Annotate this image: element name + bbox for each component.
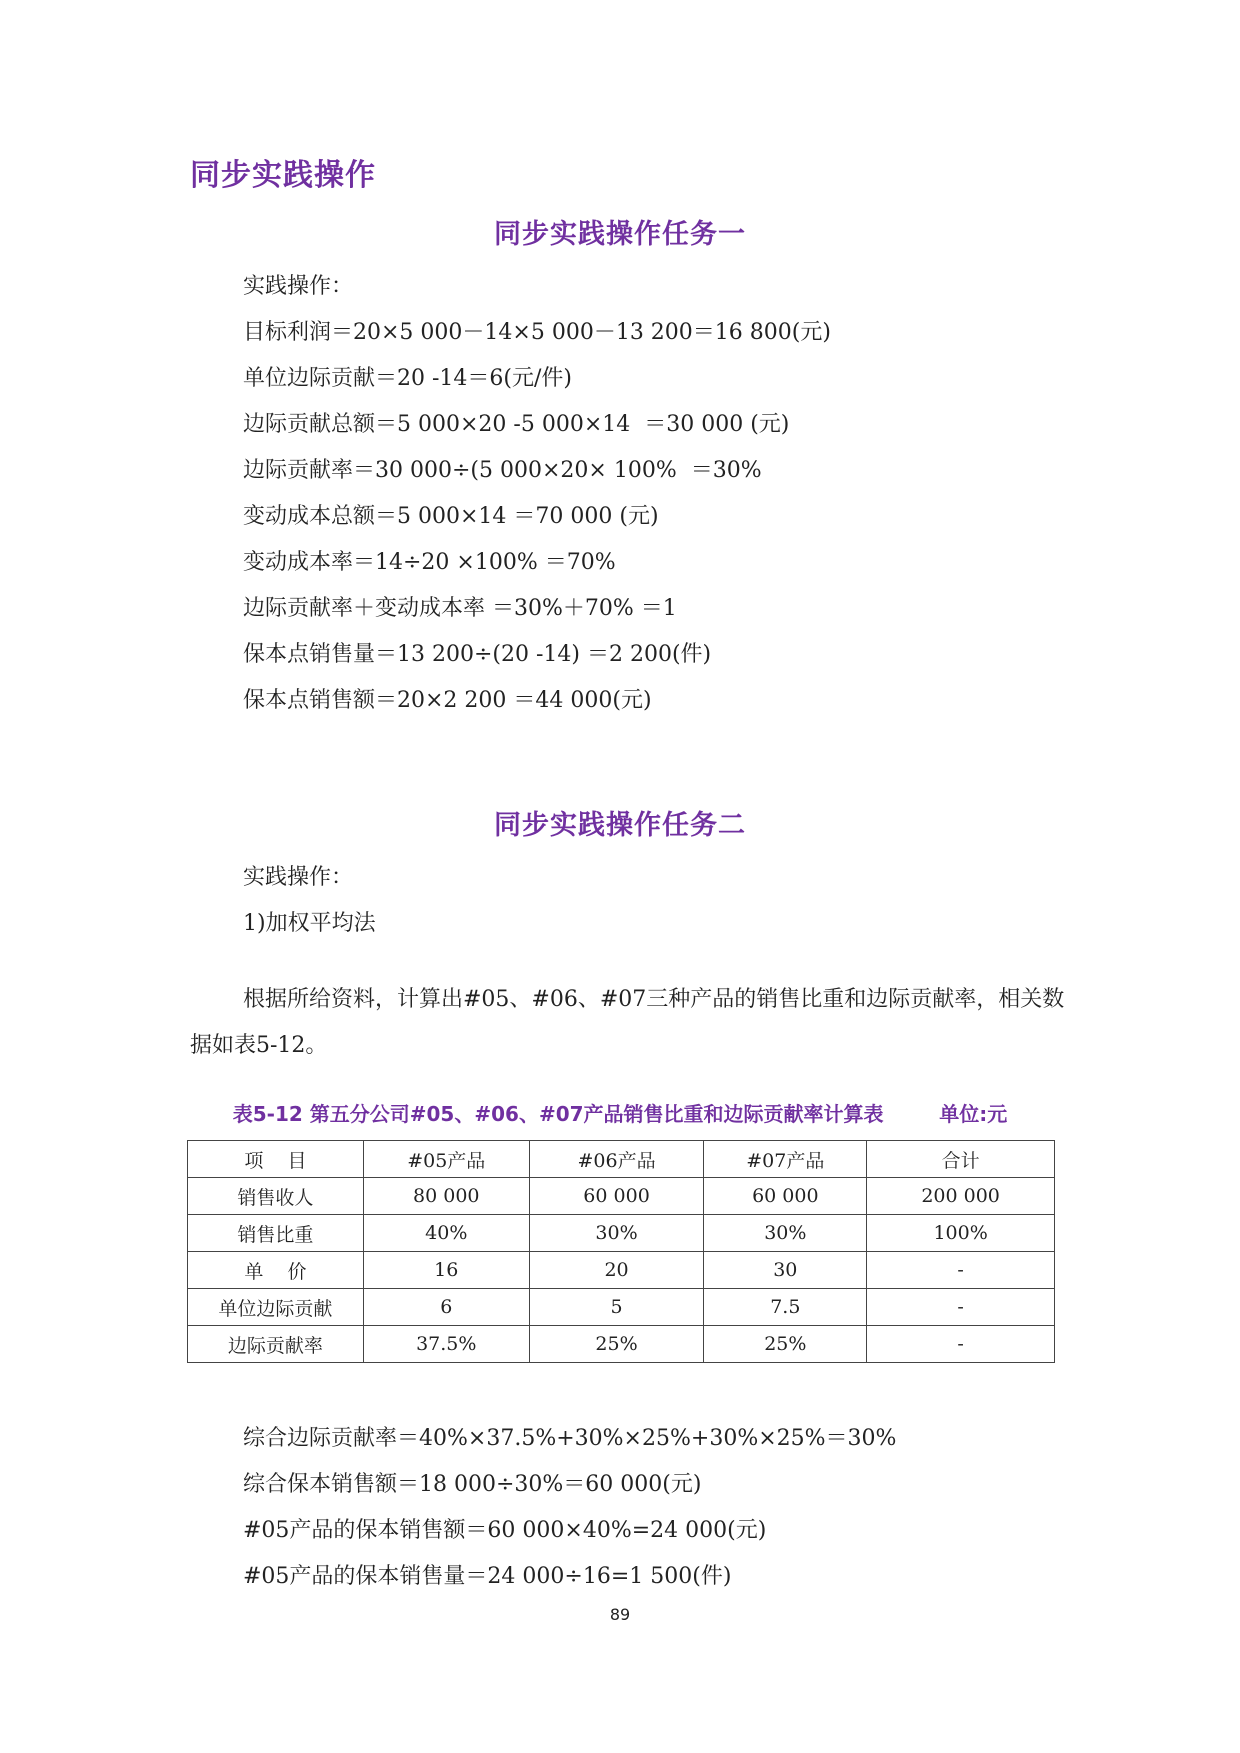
task1-line: 边际贡献率＝30 000÷(5 000×20× 100% ＝30% bbox=[243, 458, 762, 483]
table-cell: 37.5% bbox=[363, 1326, 529, 1363]
table-cell: 6 bbox=[363, 1289, 529, 1326]
summary-line: 综合边际贡献率＝40%×37.5%+30%×25%+30%×25%＝30% bbox=[243, 1426, 897, 1451]
table-header-cell: #07产品 bbox=[704, 1141, 867, 1178]
table-header-cell: #06产品 bbox=[529, 1141, 704, 1178]
task1-line: 边际贡献率＋变动成本率 ＝30%＋70% ＝1 bbox=[243, 596, 677, 621]
task2-paragraph: 根据所给资料，计算出#05、#06、#07三种产品的销售比重和边际贡献率，相关数据如表5-12。 bbox=[190, 987, 1065, 1058]
table-header-cell: 项 目 bbox=[188, 1141, 364, 1178]
table-row bbox=[188, 1252, 1055, 1289]
table-cell: 7.5 bbox=[704, 1289, 867, 1326]
table-cell: 20 bbox=[529, 1252, 704, 1289]
task1-line: 单位边际贡献＝20 -14＝6(元/件) bbox=[243, 366, 572, 391]
task2-intro bbox=[243, 855, 376, 947]
task1-line: 变动成本总额＝5 000×14 ＝70 000 (元) bbox=[243, 504, 659, 529]
table-caption-text: 表5-12 第五分公司#05、#06、#07产品销售比重和边际贡献率计算表 bbox=[232, 1102, 884, 1126]
table-cell: 30 bbox=[704, 1252, 867, 1289]
table-cell: 单位边际贡献 bbox=[188, 1289, 364, 1326]
summary-line: #05产品的保本销售额＝60 000×40%=24 000(元) bbox=[243, 1518, 767, 1543]
calculation-table bbox=[187, 1140, 1055, 1363]
table-cell: 销售收人 bbox=[188, 1178, 364, 1215]
table-cell: 25% bbox=[704, 1326, 867, 1363]
summary-calculations bbox=[243, 1416, 896, 1600]
table-cell: 80 000 bbox=[363, 1178, 529, 1215]
table-header-cell: #05产品 bbox=[363, 1141, 529, 1178]
table-row bbox=[188, 1215, 1055, 1252]
task1-line: 变动成本率＝14÷20 ×100% ＝70% bbox=[243, 550, 616, 575]
task2-line: 1)加权平均法 bbox=[243, 911, 376, 936]
table-header-cell: 合计 bbox=[867, 1141, 1055, 1178]
table-cell: 30% bbox=[529, 1215, 704, 1252]
table-row bbox=[188, 1178, 1055, 1215]
table-cell: 60 000 bbox=[529, 1178, 704, 1215]
table-cell: - bbox=[867, 1289, 1055, 1326]
section-heading: 同步实践操作 bbox=[190, 158, 376, 193]
table-cell: 5 bbox=[529, 1289, 704, 1326]
task1-line: 保本点销售量＝13 200÷(20 -14) ＝2 200(件) bbox=[243, 642, 712, 667]
table-unit: 单位:元 bbox=[939, 1102, 1008, 1126]
page-number: 89 bbox=[609, 1605, 631, 1624]
task1-title: 同步实践操作任务一 bbox=[494, 219, 746, 250]
table-cell: 60 000 bbox=[704, 1178, 867, 1215]
table-cell: 30% bbox=[704, 1215, 867, 1252]
table-cell: 200 000 bbox=[867, 1178, 1055, 1215]
table-header-row bbox=[188, 1141, 1055, 1178]
task2-title: 同步实践操作任务二 bbox=[494, 810, 746, 841]
table-cell: 边际贡献率 bbox=[188, 1326, 364, 1363]
table-cell: 销售比重 bbox=[188, 1215, 364, 1252]
table-cell: 单 价 bbox=[188, 1252, 364, 1289]
summary-line: #05产品的保本销售量＝24 000÷16=1 500(件) bbox=[243, 1564, 732, 1589]
task2-line: 实践操作： bbox=[243, 865, 354, 890]
table-cell: 40% bbox=[363, 1215, 529, 1252]
summary-line: 综合保本销售额＝18 000÷30%＝60 000(元) bbox=[243, 1472, 702, 1497]
table-row bbox=[188, 1289, 1055, 1326]
table-cell: 16 bbox=[363, 1252, 529, 1289]
table-cell: 25% bbox=[529, 1326, 704, 1363]
task1-line: 实践操作： bbox=[243, 274, 354, 299]
table-caption bbox=[0, 1098, 1240, 1127]
table-cell: - bbox=[867, 1252, 1055, 1289]
task1-line: 保本点销售额＝20×2 200 ＝44 000(元) bbox=[243, 688, 652, 713]
table-cell: - bbox=[867, 1326, 1055, 1363]
table-cell: 100% bbox=[867, 1215, 1055, 1252]
task1-line: 目标利润＝20×5 000－14×5 000－13 200＝16 800(元) bbox=[243, 320, 831, 345]
table-row bbox=[188, 1326, 1055, 1363]
task1-calculations bbox=[243, 264, 831, 724]
task1-line: 边际贡献总额＝5 000×20 -5 000×14 ＝30 000 (元) bbox=[243, 412, 790, 437]
